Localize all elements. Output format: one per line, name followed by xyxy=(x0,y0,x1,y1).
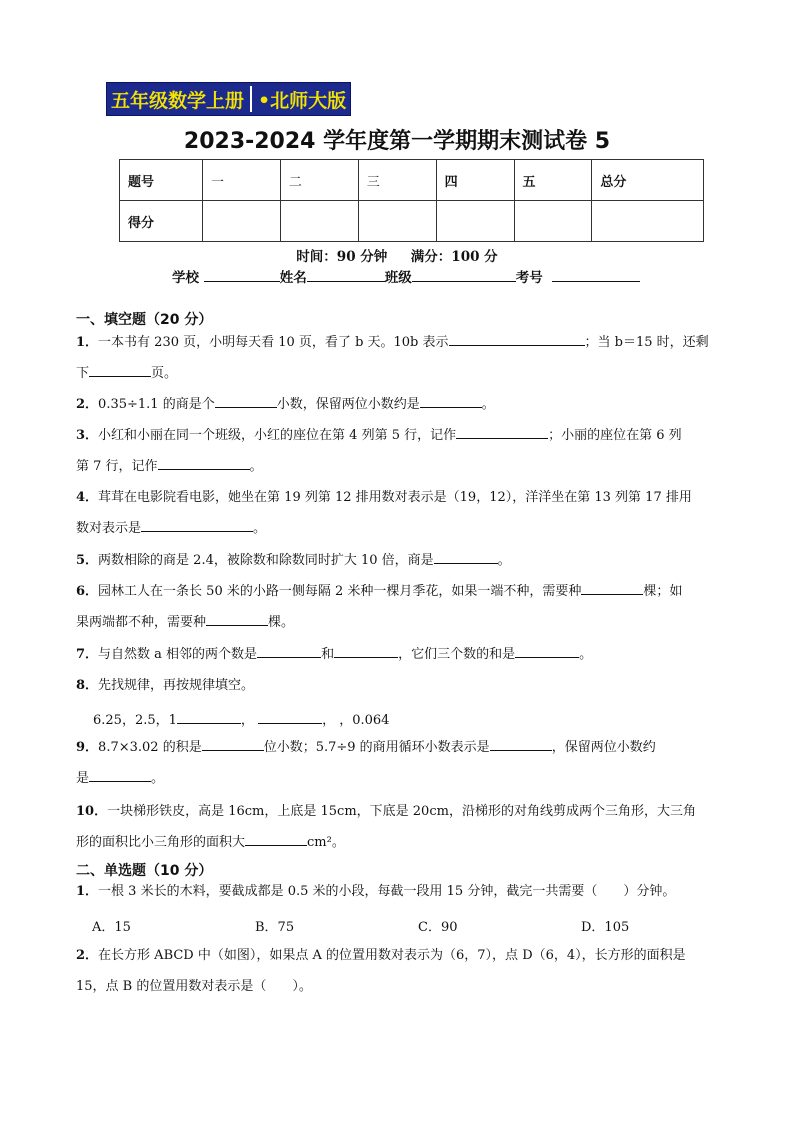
question-fill-6 xyxy=(76,576,746,638)
question-number: 3． xyxy=(76,428,99,443)
question-fill-5 xyxy=(76,545,746,576)
page-title: 2023-2024 学年度第一学期期末测试卷 5 xyxy=(183,129,611,154)
answer-blank xyxy=(89,767,151,782)
question-text: ，0.064 xyxy=(339,713,390,728)
question-text: 6.25，2.5，1 xyxy=(93,713,177,728)
option-a: A．15 xyxy=(92,920,131,935)
question-number: 9． xyxy=(76,740,99,755)
question-choice-2 xyxy=(76,940,746,1002)
score-table xyxy=(119,159,704,242)
answer-blank xyxy=(202,736,264,751)
question-number: 1． xyxy=(76,884,99,899)
question-text: 园林工人在一条长 50 米的小路一侧每隔 2 米种一棵月季花，如果一端不种，需要种 xyxy=(98,584,582,599)
question-fill-3 xyxy=(76,420,746,482)
question-number: 2． xyxy=(76,948,99,963)
question-text: 下 xyxy=(76,366,90,381)
question-text: 位小数；5.7÷9 的商用循环小数表示是 xyxy=(263,740,490,755)
number-label: 考号 xyxy=(515,270,543,286)
score-input-5 xyxy=(514,201,592,242)
answer-blank xyxy=(177,709,241,724)
question-text: 棵；如 xyxy=(643,584,683,599)
section-heading-fill: 一、填空题（20 分） xyxy=(76,312,213,328)
question-choice-1-options xyxy=(92,916,744,935)
answer-blank xyxy=(515,643,579,658)
question-text: 8.7×3.02 的积是 xyxy=(98,740,202,755)
question-fill-10 xyxy=(76,796,746,858)
answer-blank xyxy=(89,362,151,377)
score-cell-label: 题号 xyxy=(120,160,203,201)
question-text: 和 xyxy=(321,647,335,662)
answer-blank xyxy=(420,393,482,408)
question-text: 数对表示是 xyxy=(76,521,142,536)
question-number: 4． xyxy=(76,490,99,505)
section-heading-choice: 二、单选题（10 分） xyxy=(76,863,213,879)
question-fill-1 xyxy=(76,327,746,389)
question-fill-8-sequence xyxy=(93,709,389,728)
question-text: ；当 b＝15 时，还剩 xyxy=(584,335,709,350)
question-text: 。 xyxy=(481,397,495,412)
question-number: 2． xyxy=(76,397,99,412)
score-cell-5: 五 xyxy=(514,160,592,201)
score-table-score-row xyxy=(120,201,704,242)
question-text: 茸茸在电影院看电影，她坐在第 19 列第 12 排用数对表示是（19，12），洋洋坐在第 13 列第 17 排用 xyxy=(98,490,692,505)
question-text: 。 xyxy=(579,647,593,662)
score-input-4 xyxy=(436,201,514,242)
question-text: ，它们三个数的和是 xyxy=(398,647,516,662)
question-text: 。 xyxy=(249,459,263,474)
school-label: 学校 xyxy=(172,270,199,286)
question-text: 。 xyxy=(253,521,267,536)
answer-blank xyxy=(581,580,643,595)
school-blank xyxy=(204,267,280,282)
badge-divider xyxy=(250,86,252,112)
answer-blank xyxy=(257,643,321,658)
exam-full-score: 满分：100 分 xyxy=(410,249,498,265)
score-cell-3: 三 xyxy=(358,160,436,201)
question-number: 6． xyxy=(76,584,99,599)
answer-blank xyxy=(434,549,498,564)
option-b: B．75 xyxy=(255,920,295,935)
option-d: D．105 xyxy=(581,920,630,935)
student-info-line xyxy=(172,266,640,286)
question-text: 一块梯形铁皮，高是 16cm，上底是 15cm，下底是 20cm，沿梯形的对角线剪成两个三角形，大三角 xyxy=(107,804,696,819)
exam-time: 时间：90 分钟 xyxy=(296,249,388,265)
question-text: 与自然数 a 相邻的两个数是 xyxy=(98,647,258,662)
question-text: ， xyxy=(240,713,254,728)
question-text: 是 xyxy=(76,771,90,786)
score-input-2 xyxy=(280,201,358,242)
question-text: 0.35÷1.1 的商是个 xyxy=(98,397,215,412)
question-text: 在长方形 ABCD 中（如图），如果点 A 的位置用数对表示为（6，7），点 D（6，4），长方形的面积是 xyxy=(98,948,686,963)
question-fill-4 xyxy=(76,482,746,544)
answer-blank xyxy=(258,709,322,724)
question-number: 5． xyxy=(76,553,99,568)
question-text: 先找规律，再按规律填空。 xyxy=(98,678,255,693)
question-text: 。 xyxy=(151,771,165,786)
answer-blank xyxy=(206,611,268,626)
name-label: 姓名 xyxy=(279,270,307,286)
score-row-label: 得分 xyxy=(120,201,203,242)
score-input-3 xyxy=(358,201,436,242)
question-text: 第 7 行，记作 xyxy=(76,459,158,474)
question-fill-7 xyxy=(76,639,746,670)
score-cell-1: 一 xyxy=(203,160,281,201)
score-input-1 xyxy=(203,201,281,242)
question-number: 8． xyxy=(76,678,99,693)
badge-edition-text: •北师大版 xyxy=(258,89,347,112)
question-text: 棵。 xyxy=(268,615,295,630)
question-text: 两数相除的商是 2.4，被除数和除数同时扩大 10 倍，商是 xyxy=(98,553,434,568)
grade-badge xyxy=(106,82,351,116)
question-text: 一根 3 米长的木料，要截成都是 0.5 米的小段，每截一段用 15 分钟，截完一共需要（ ）分钟。 xyxy=(98,884,676,899)
number-blank xyxy=(552,267,640,282)
question-text: ，保留两位小数约 xyxy=(551,740,656,755)
question-text: 15，点 B 的位置用数对表示是（ ）。 xyxy=(76,979,312,994)
answer-blank xyxy=(449,331,585,346)
question-text: 一本书有 230 页，小明每天看 10 页，看了 b 天。10b 表示 xyxy=(98,335,449,350)
answer-blank xyxy=(215,393,277,408)
answer-blank xyxy=(245,831,307,846)
question-text: 小红和小丽在同一个班级，小红的座位在第 4 列第 5 行，记作 xyxy=(98,428,457,443)
question-text: ， xyxy=(322,713,336,728)
question-number: 7． xyxy=(76,647,99,662)
class-blank xyxy=(412,267,516,282)
answer-blank xyxy=(158,455,250,470)
question-text: ；小丽的座位在第 6 列 xyxy=(548,428,682,443)
answer-blank xyxy=(141,517,253,532)
answer-blank xyxy=(490,736,552,751)
question-text: 形的面积比小三角形的面积大 xyxy=(76,835,246,850)
question-fill-9 xyxy=(76,732,746,794)
class-label: 班级 xyxy=(384,270,412,286)
question-number: 10． xyxy=(76,804,108,819)
question-choice-1 xyxy=(76,876,746,907)
question-text: 小数，保留两位小数约是 xyxy=(276,397,420,412)
answer-blank xyxy=(334,643,398,658)
option-c: C．90 xyxy=(418,920,458,935)
question-fill-2 xyxy=(76,389,746,420)
answer-blank xyxy=(456,424,548,439)
question-text: 。 xyxy=(497,553,511,568)
question-number: 1． xyxy=(76,335,99,350)
badge-grade-text: 五年级数学上册 xyxy=(111,89,245,112)
score-cell-total: 总分 xyxy=(592,160,704,201)
question-text: 页。 xyxy=(151,366,178,381)
question-fill-8 xyxy=(76,670,746,701)
question-text: 果两端都不种，需要种 xyxy=(76,615,207,630)
exam-info xyxy=(0,245,794,265)
score-cell-4: 四 xyxy=(436,160,514,201)
name-blank xyxy=(307,267,385,282)
score-cell-2: 二 xyxy=(280,160,358,201)
score-table-header-row xyxy=(120,160,704,201)
score-input-total xyxy=(592,201,704,242)
question-text: cm²。 xyxy=(307,835,345,850)
